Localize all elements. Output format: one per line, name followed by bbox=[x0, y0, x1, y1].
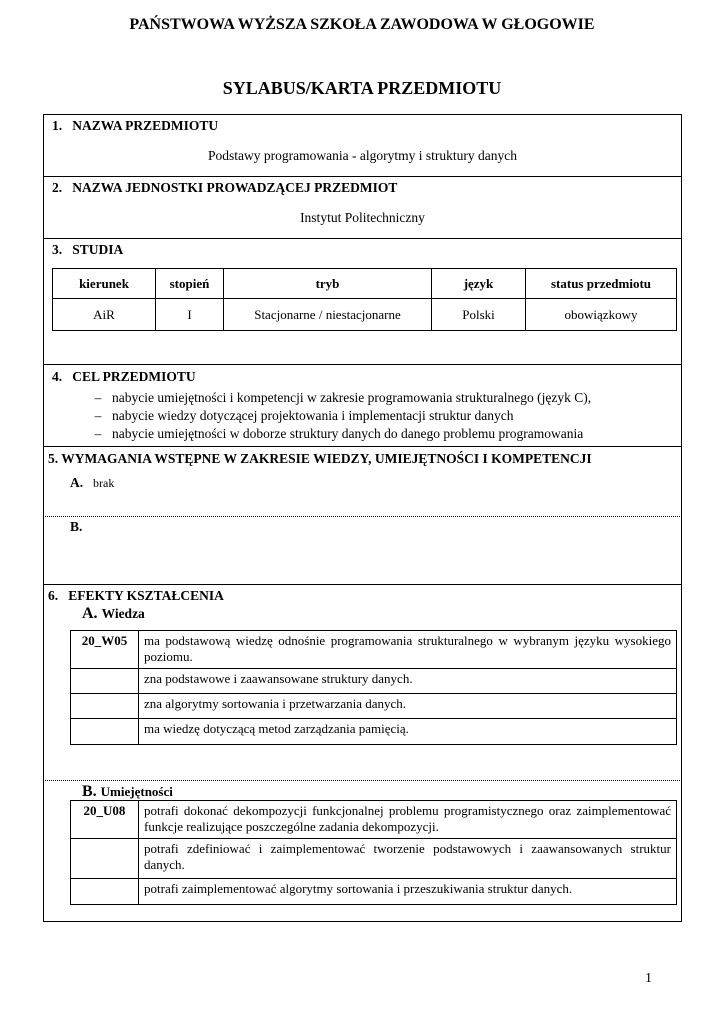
school-name: PAŃSTWOWA WYŻSZA SZKOŁA ZAWODOWA W GŁOGOWIE bbox=[129, 16, 595, 33]
studies-table bbox=[52, 268, 677, 331]
table-row bbox=[71, 801, 677, 839]
table-row bbox=[71, 631, 677, 669]
col-stopien: stopień bbox=[156, 269, 224, 299]
col-kierunek: kierunek bbox=[53, 269, 156, 299]
section-6a-name: Wiedza bbox=[101, 606, 145, 621]
effect-code bbox=[71, 719, 139, 745]
col-jezyk: język bbox=[432, 269, 526, 299]
skills-table bbox=[70, 800, 677, 905]
goal-item bbox=[84, 407, 513, 424]
section-6b-title bbox=[82, 782, 173, 802]
section-3-heading: 3. STUDIA bbox=[52, 242, 124, 257]
effect-text: zna algorytmy sortowania i przetwarzania danych. bbox=[139, 694, 677, 719]
cell-stopien: I bbox=[156, 299, 224, 331]
table-row bbox=[71, 839, 677, 879]
effect-code bbox=[71, 694, 139, 719]
dash-bullet: – bbox=[94, 390, 102, 405]
table-row bbox=[71, 669, 677, 694]
section-1-heading: 1. NAZWA PRZEDMIOTU bbox=[52, 118, 219, 133]
effect-code: 20_U08 bbox=[71, 801, 139, 839]
effect-text: ma wiedzę dotyczącą metod zarządzania pamięcią. bbox=[139, 719, 677, 745]
dash-bullet: – bbox=[94, 408, 102, 423]
section-6a-letter: A. bbox=[82, 605, 98, 622]
col-status: status przedmiotu bbox=[526, 269, 677, 299]
course-name: Podstawy programowania - algorytmy i struktury danych bbox=[208, 148, 517, 163]
effect-text: potrafi dokonać dekompozycji funkcjonalnej problemu programistycznego oraz zaimplementować funkcje realizujące poszczególne zadania dekompozycji. bbox=[139, 801, 677, 839]
effect-text: potrafi zaimplementować algorytmy sortowania i przeszukiwania struktur danych. bbox=[139, 879, 677, 905]
cell-status: obowiązkowy bbox=[526, 299, 677, 331]
effect-code bbox=[71, 839, 139, 879]
col-tryb: tryb bbox=[224, 269, 432, 299]
section-6-heading: 6. EFEKTY KSZTAŁCENIA bbox=[48, 588, 224, 603]
document-title: SYLABUS/KARTA PRZEDMIOTU bbox=[222, 78, 502, 98]
table-row bbox=[71, 694, 677, 719]
effect-text: zna podstawowe i zaawansowane struktury danych. bbox=[139, 669, 677, 694]
knowledge-table bbox=[70, 630, 677, 745]
effect-text: potrafi zdefiniować i zaimplementować tworzenie podstawowych i zaawansowanych struktur danych. bbox=[139, 839, 677, 879]
section-4-heading: 4. CEL PRZEDMIOTU bbox=[52, 369, 196, 384]
section-6a-title bbox=[82, 604, 145, 624]
goal-item bbox=[84, 425, 583, 442]
goal-text: nabycie umiejętności i kompetencji w zakresie programowania strukturalnego (język C), bbox=[112, 390, 592, 405]
goal-text: nabycie umiejętności w doborze struktury danych do danego problemu programowania bbox=[112, 426, 584, 441]
studies-header-row bbox=[53, 269, 677, 299]
section-5b-label: B. bbox=[70, 519, 83, 534]
dash-bullet: – bbox=[94, 426, 102, 441]
section-5a-value: brak bbox=[93, 476, 115, 490]
effect-code bbox=[71, 669, 139, 694]
goal-text: nabycie wiedzy dotyczącej projektowania i implementacji struktur danych bbox=[112, 408, 514, 423]
section-5a-label: A. bbox=[70, 475, 84, 490]
effect-code: 20_W05 bbox=[71, 631, 139, 669]
page-number: 1 bbox=[645, 971, 652, 986]
section-6b-name: Umiejętności bbox=[100, 784, 173, 799]
section-2-heading: 2. NAZWA JEDNOSTKI PROWADZĄCEJ PRZEDMIOT bbox=[52, 180, 398, 195]
table-row bbox=[71, 879, 677, 905]
table-row bbox=[71, 719, 677, 745]
cell-jezyk: Polski bbox=[432, 299, 526, 331]
cell-tryb: Stacjonarne / niestacjonarne bbox=[224, 299, 432, 331]
goal-item bbox=[84, 389, 591, 406]
studies-value-row bbox=[53, 299, 677, 331]
section-5-heading: 5. WYMAGANIA WSTĘPNE W ZAKRESIE WIEDZY, UMIEJĘTNOŚCI I KOMPETENCJI bbox=[48, 451, 592, 466]
unit-name: Instytut Politechniczny bbox=[300, 210, 425, 225]
section-6b-letter: B. bbox=[82, 783, 97, 800]
cell-kierunek: AiR bbox=[53, 299, 156, 331]
effect-text: ma podstawową wiedzę odnośnie programowania strukturalnego w wybranym języku wysokiego poziomu. bbox=[139, 631, 677, 669]
effect-code bbox=[71, 879, 139, 905]
